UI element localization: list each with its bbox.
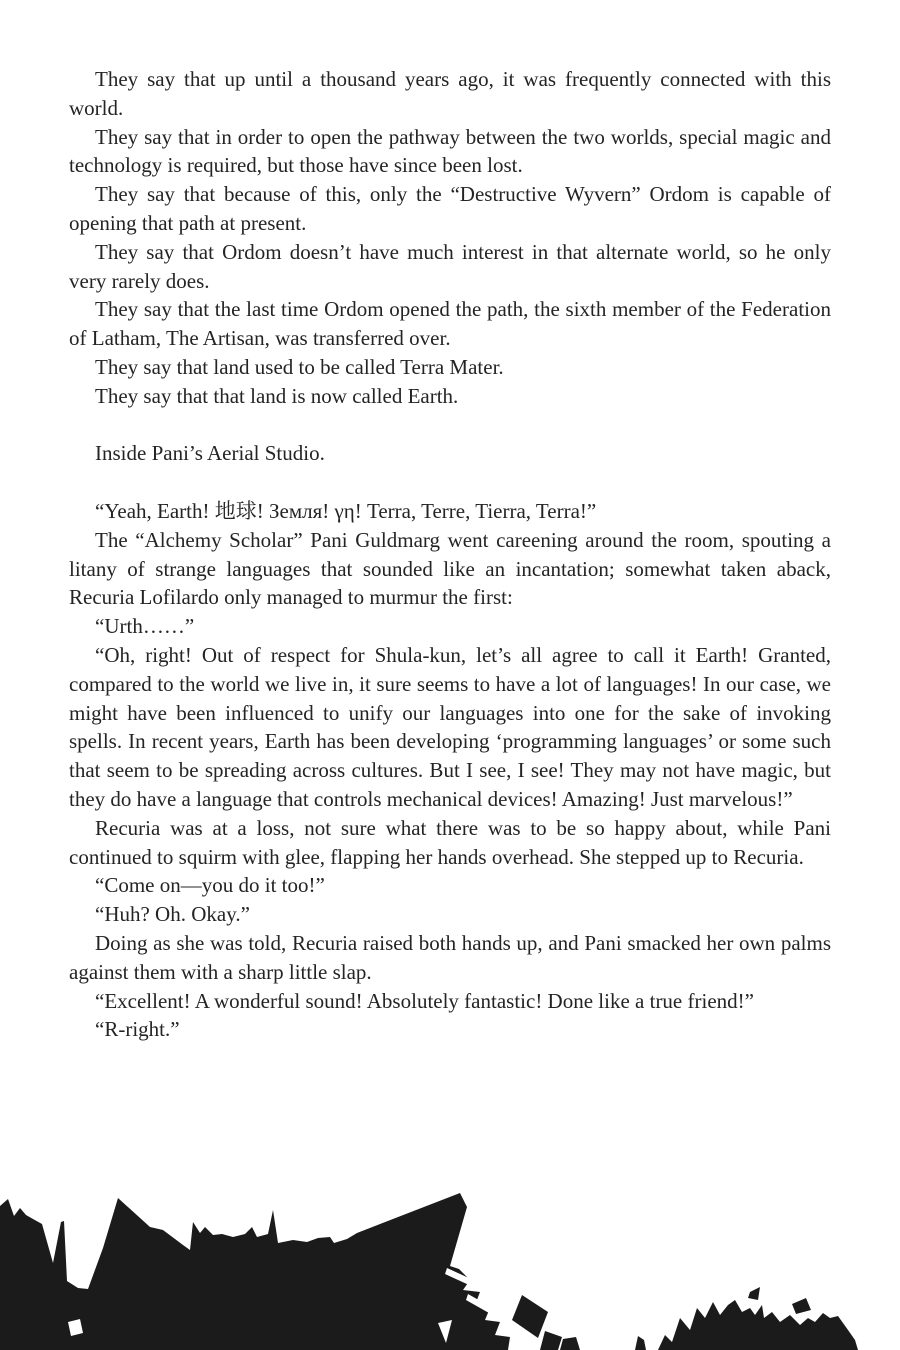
narration-paragraph: They say that the last time Ordom opened the path, the sixth member of the Federation of Latham, The Artisan, was transferred over. — [69, 297, 831, 351]
debris-chunk — [512, 1295, 548, 1338]
debris-fragment — [748, 1287, 760, 1300]
dialogue-paragraph: “Excellent! A wonderful sound! Absolutely fantastic! Done like a true friend!” — [95, 988, 754, 1013]
narration-paragraph: They say that that land is now called Earth. — [95, 383, 459, 408]
debris-sliver — [635, 1336, 646, 1350]
debris-cluster — [658, 1300, 858, 1350]
narration-paragraph: They say that Ordom doesn’t have much interest in that alternate world, so he only very rarely does. — [69, 239, 831, 293]
scene-line: Inside Pani’s Aerial Studio. — [95, 441, 325, 466]
text-column — [69, 65, 831, 1044]
narration-paragraph: The “Alchemy Scholar” Pani Guldmarg went careening around the room, spouting a litany of strange languages that sounded like an incantation; somewhat taken aback, Recuria Lofilardo only managed to murmur the first: — [69, 527, 831, 610]
debris-chunk — [560, 1337, 580, 1350]
narration-paragraph: They say that in order to open the pathway between the two worlds, special magic and technology is required, but those have since been lost. — [69, 124, 831, 178]
dialogue-paragraph: “Huh? Oh. Okay.” — [95, 902, 250, 927]
narration-paragraph: They say that because of this, only the “Destructive Wyvern” Ordom is capable of opening that path at present. — [69, 182, 831, 235]
dialogue-paragraph: “Urth……” — [95, 614, 195, 639]
dialogue-paragraph: “Come on—you do it too!” — [95, 873, 325, 898]
narration-paragraph: Recuria was at a loss, not sure what there was to be so happy about, while Pani continued to squirm with glee, flapping her hands overhead. She stepped up to Recuria. — [69, 815, 831, 869]
narration-paragraph: Doing as she was told, Recuria raised both hands up, and Pani smacked her own palms against them with a sharp little slap. — [69, 930, 831, 984]
debris-chunk — [540, 1331, 562, 1350]
debris-fragment — [792, 1298, 811, 1314]
rubble-illustration — [0, 1190, 900, 1350]
dialogue-paragraph: “Yeah, Earth! 地球! Земля! γη! Terra, Terre, Tierra, Terra!” — [95, 498, 597, 523]
narration-paragraph: They say that up until a thousand years ago, it was frequently connected with this world. — [69, 67, 831, 120]
dialogue-paragraph: “Oh, right! Out of respect for Shula-kun, let’s all agree to call it Earth! Granted, compared to the world we live in, it sure seems to have a lot of languages! In our case, we might have been influenced to unify our languages into one for the sake of invoking spells. In recent years, Earth has been developing ‘programming languages’ or some such that seem to be spreading across cultures. But I see, I see! They may not have magic, but they do have a language that controls mechanical devices! Amazing! Just marvelous!” — [69, 642, 831, 811]
dialogue-paragraph: “R-right.” — [95, 1017, 180, 1042]
narration-paragraph: They say that land used to be called Terra Mater. — [95, 354, 504, 379]
